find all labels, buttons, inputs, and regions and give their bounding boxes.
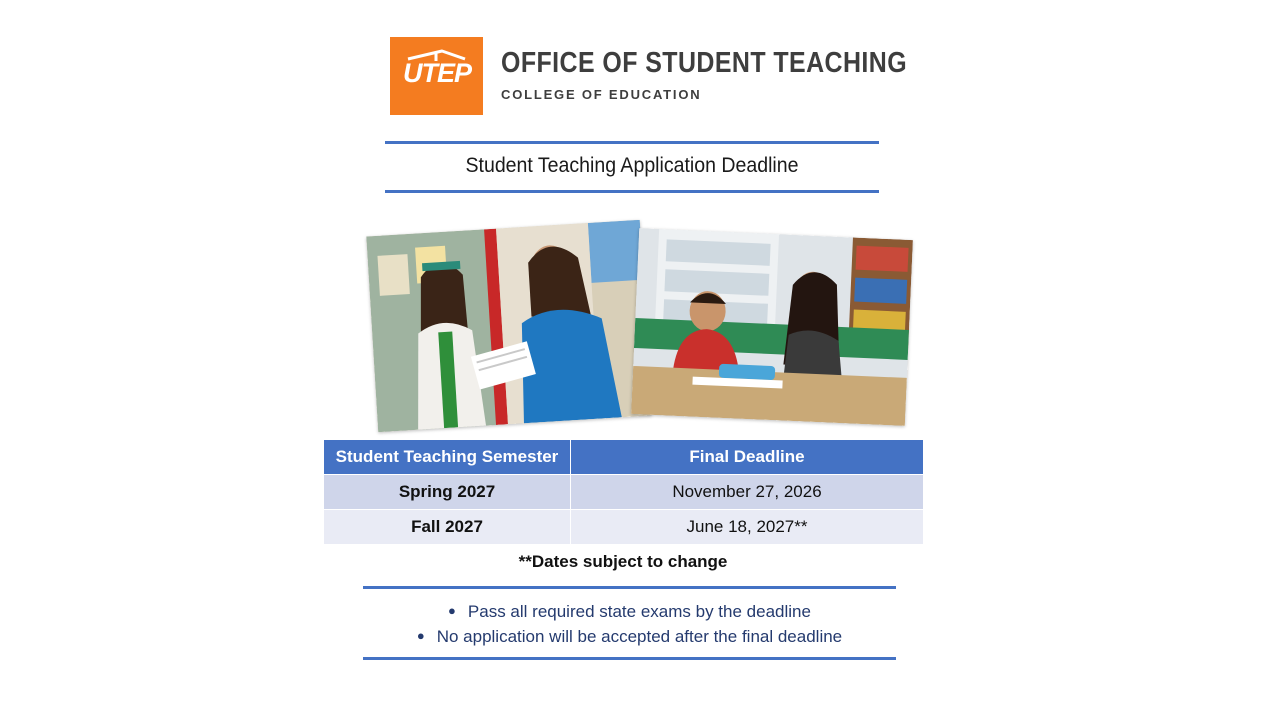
list-item-text: Pass all required state exams by the deadline (467, 602, 811, 621)
list-item (363, 625, 896, 650)
heading-top-rule (385, 141, 879, 144)
semester-cell: Spring 2027 (324, 475, 571, 510)
utep-logo-text: UTEP (402, 58, 471, 88)
bullet-icon: ● (448, 603, 456, 618)
bullets-bottom-rule (363, 657, 896, 660)
page-title: Student Teaching Application Deadline (465, 154, 799, 177)
requirements-list (363, 600, 896, 650)
dates-subject-note: **Dates subject to change (518, 552, 728, 571)
deadline-cell: June 18, 2027** (571, 510, 924, 545)
heading-bottom-rule (385, 190, 879, 193)
org-subtitle: COLLEGE OF EDUCATION (501, 87, 702, 102)
org-title: OFFICE OF STUDENT TEACHING (501, 47, 908, 79)
column-header-semester: Student Teaching Semester (324, 440, 571, 475)
deadline-cell: November 27, 2026 (571, 475, 924, 510)
table-header-row (324, 440, 924, 475)
table-row (324, 510, 924, 545)
semester-cell: Fall 2027 (324, 510, 571, 545)
photo-teachers-reviewing-papers (366, 220, 651, 432)
bullet-icon: ● (416, 628, 425, 643)
bullets-top-rule (363, 586, 896, 589)
list-item (363, 600, 896, 625)
photo-student-teacher-with-child (631, 228, 913, 426)
column-header-final-deadline: Final Deadline (571, 440, 924, 475)
list-item-text: No application will be accepted after the final deadline (436, 627, 843, 646)
deadline-table (323, 439, 924, 545)
table-row (324, 475, 924, 510)
